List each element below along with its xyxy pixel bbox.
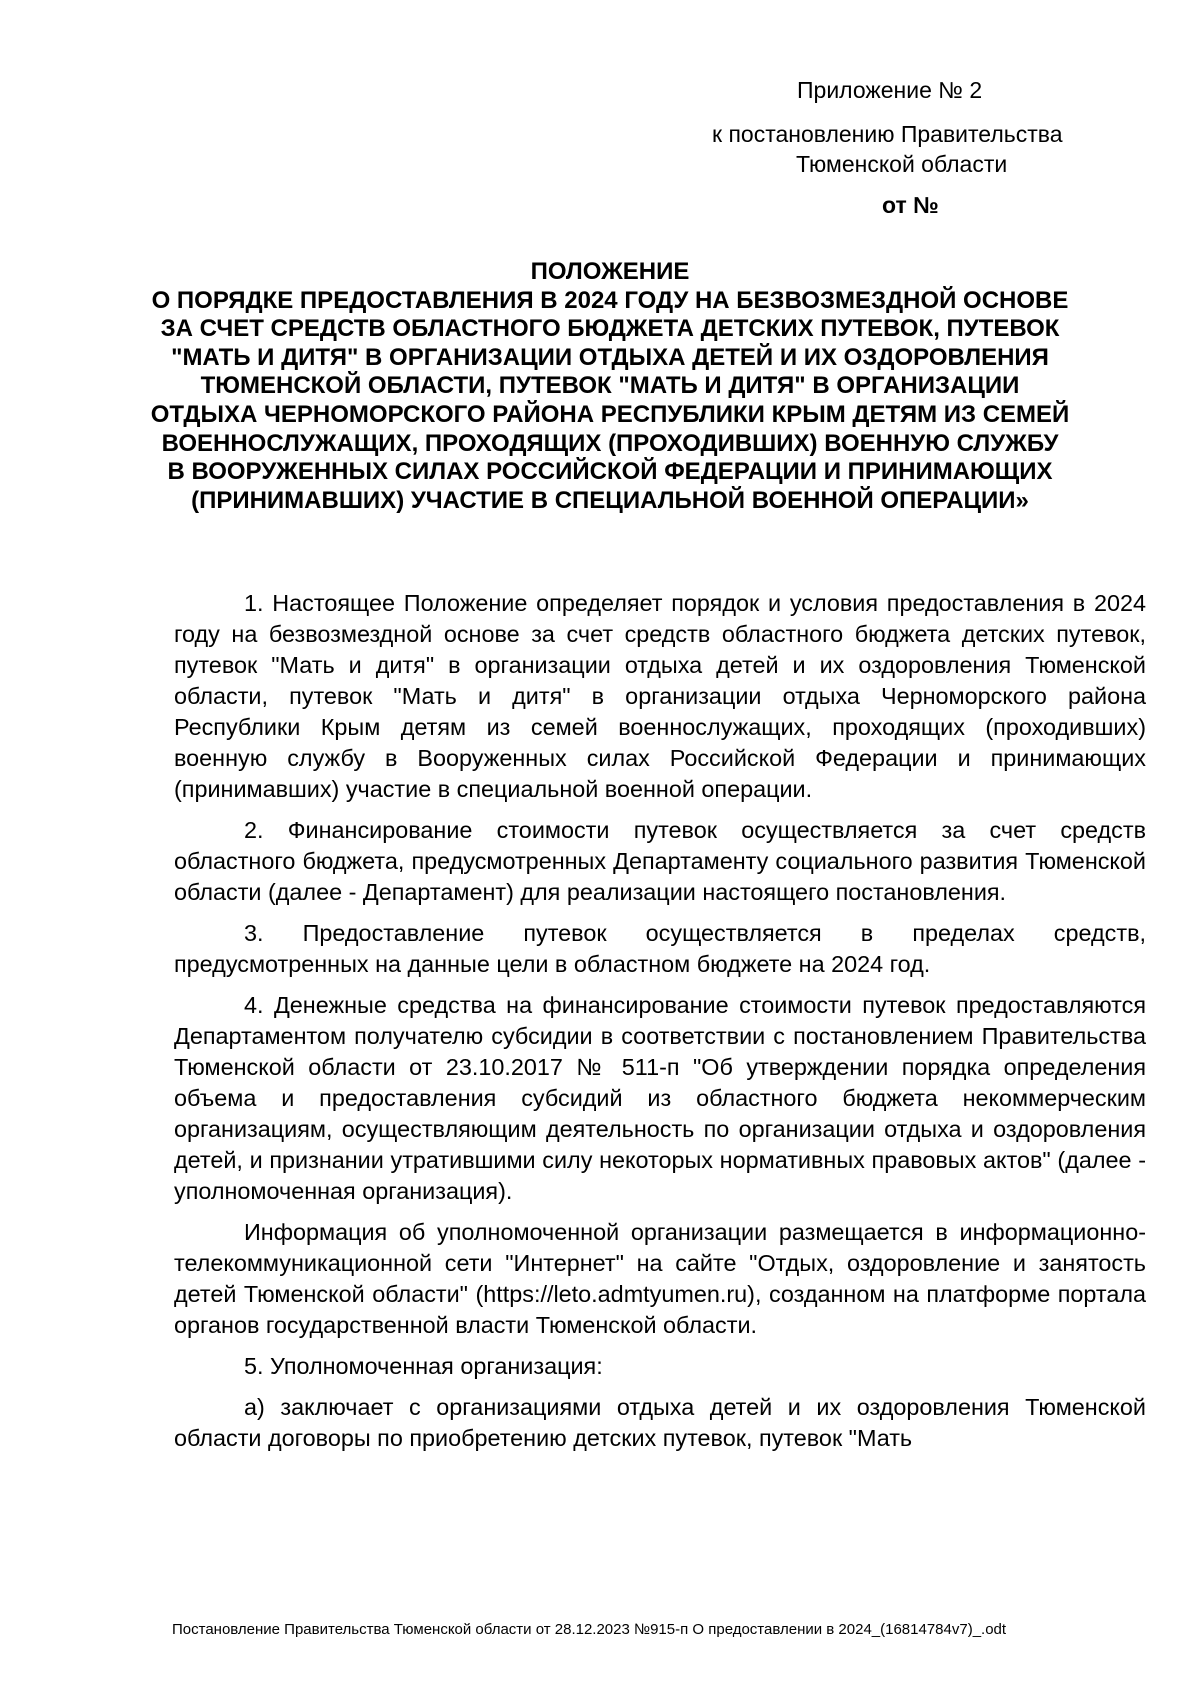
paragraph-4: 4. Денежные средства на финансирование стоимости путевок предоставляются Департаментом получателю субсидии в соответствии с постановлением Правительства Тюменской области от 23.10.2017 № 511-п "Об утверждении порядка определения объема и предоставления субсидий из областного бюджета некоммерческим организациям, осуществляющим деятельность по организации отдыха и оздоровления детей, и признании утратившими силу некоторых нормативных правовых актов" (далее - уполномоченная организация).	[174, 992, 1146, 1204]
title-subtitle: О ПОРЯДКЕ ПРЕДОСТАВЛЕНИЯ В 2024 ГОДУ НА БЕЗВОЗМЕЗДНОЙ ОСНОВЕ ЗА СЧЕТ СРЕДСТВ ОБЛАСТНОГО БЮДЖЕТА ДЕТСКИХ ПУТЕВОК, ПУТЕВОК "МАТЬ И ДИТЯ" В ОРГАНИЗАЦИИ ОТДЫХА ДЕТЕЙ И ИХ ОЗДОРОВЛЕНИЯ ТЮМЕНСКОЙ ОБЛАСТИ, ПУТЕВОК "МАТЬ И ДИТЯ" В ОРГАНИЗАЦИИ ОТДЫХА ЧЕРНОМОРСКОГО РАЙОНА РЕСПУБЛИКИ КРЫМ ДЕТЯМ ИЗ СЕМЕЙ ВОЕННОСЛУЖАЩИХ, ПРОХОДЯЩИХ (ПРОХОДИВШИХ) ВОЕННУЮ СЛУЖБУ В ВООРУЖЕННЫХ СИЛАХ РОССИЙСКОЙ ФЕДЕРАЦИИ И ПРИНИМАЮЩИХ (ПРИНИМАВШИХ) УЧАСТИЕ В СПЕЦИАЛЬНОЙ ВОЕННОЙ ОПЕРАЦИИ»	[150, 286, 1070, 514]
document-title	[150, 258, 1070, 515]
title-heading: ПОЛОЖЕНИЕ	[530, 258, 690, 285]
paragraph-5a: а) заключает с организациями отдыха детей и их оздоровления Тюменской области договоры по приобретению детских путевок, путевок "Мать	[174, 1394, 1146, 1451]
paragraph-5: 5. Уполномоченная организация:	[244, 1353, 603, 1379]
document-body	[174, 588, 1146, 1454]
page-footer: Постановление Правительства Тюменской области от 28.12.2023 №915-п О предоставлении в 2024_(16814784v7)_.odt	[172, 1621, 1007, 1638]
appendix-number: Приложение № 2	[797, 77, 983, 103]
paragraph-1: 1. Настоящее Положение определяет порядок и условия предоставления в 2024 году на безвозмездной основе за счет средств областного бюджета детских путевок, путевок "Мать и дитя" в организации отдыха детей и их оздоровления Тюменской области, путевок "Мать и дитя" в организации отдыха Черноморского района Республики Крым детям из семей военнослужащих, проходящих (проходивших) военную службу в Вооруженных силах Российской Федерации и принимающих (принимавших) участие в специальной военной операции.	[174, 590, 1146, 802]
resolution-date-number: от №	[882, 192, 939, 218]
resolution-reference-line1: к постановлению Правительства	[712, 121, 1063, 147]
paragraph-2: 2. Финансирование стоимости путевок осуществляется за счет средств областного бюджета, предусмотренных Департаменту социального развития Тюменской области (далее - Департамент) для реализации настоящего постановления.	[174, 817, 1146, 905]
paragraph-4-info: Информация об уполномоченной организации размещается в информационно-телекоммуникационной сети "Интернет" на сайте "Отдых, оздоровление и занятость детей Тюменской области" (https://leto.admtyumen.ru), созданном на платформе портала органов государственной власти Тюменской области.	[174, 1219, 1146, 1338]
resolution-reference-line2: Тюменской области	[796, 151, 1008, 177]
paragraph-3: 3. Предоставление путевок осуществляется в пределах средств, предусмотренных на данные цели в областном бюджете на 2024 год.	[174, 920, 1146, 977]
